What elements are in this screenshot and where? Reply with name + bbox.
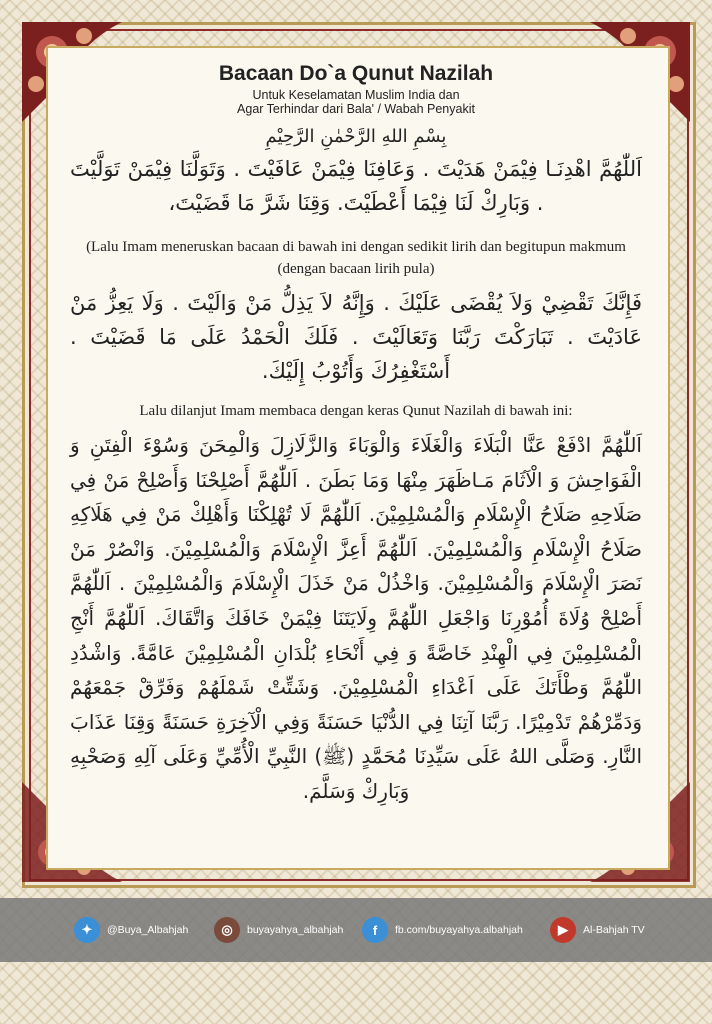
social-facebook-label: fb.com/buyayahya.albahjah	[395, 924, 523, 936]
social-footer	[0, 898, 712, 962]
page-title: Bacaan Do`a Qunut Nazilah	[218, 62, 494, 85]
arabic-paragraph-2: فَإِنَّكَ تَقْضِيْ وَلاَ يُقْضَى عَلَيْكَ . وَإِنَّهُ لاَ يَذِلُّ مَنْ وَالَيْتَ . وَلَا يَعِزُّ مَنْ عَادَيْتَ . تَبَارَكْتَ رَبَّنَا وَتَعَالَيْتَ . فَلَكَ الْحَمْدُ عَلَى مَا قَضَيْتَ . أَسْتَغْفِرُكَ وَأَتُوْبُ إِلَيْكَ.	[70, 291, 642, 383]
instruction-note-2: Lalu dilanjut Imam membaca dengan keras Qunut Nazilah di bawah ini:	[139, 403, 573, 419]
bismillah: بِسْمِ اللهِ الرَّحْمٰنِ الرَّحِيْمِ	[265, 126, 447, 147]
social-youtube[interactable]	[550, 916, 645, 944]
instruction-note-1: (Lalu Imam meneruskan bacaan di bawah ini dengan sedikit lirih dan begitupun makmum (dengan bacaan lirih pula)	[86, 239, 626, 277]
social-twitter-label: @Buya_Albahjah	[107, 924, 189, 936]
subtitle-line-1: Untuk Keselamatan Muslim India dan	[252, 88, 460, 102]
instagram-icon: ◎	[214, 917, 240, 943]
subtitle-line-2: Agar Terhindar dari Bala' / Wabah Penyakit	[237, 102, 475, 116]
social-instagram[interactable]	[214, 916, 343, 944]
social-youtube-label: Al-Bahjah TV	[583, 924, 645, 936]
arabic-paragraph-1: اَللّٰهُمَّ اهْدِنَـا فِيْمَنْ هَدَيْتَ . وَعَافِنَا فِيْمَنْ عَافَيْتَ . وَتَوَلَّنَا فِيْمَنْ تَوَلَّيْتَ . وَبَارِكْ لَنَا فِيْمَا أَعْطَيْتَ. وَقِنَا شَرَّ مَا قَضَيْتَ،	[70, 157, 642, 215]
social-facebook[interactable]	[362, 916, 523, 944]
social-twitter[interactable]	[74, 916, 188, 944]
facebook-icon: f	[362, 917, 388, 943]
page-subtitle	[150, 88, 562, 116]
youtube-icon: ▶	[550, 917, 576, 943]
social-instagram-label: buyayahya_albahjah	[247, 924, 344, 936]
twitter-icon: ✦	[74, 917, 100, 943]
arabic-paragraph-3: اَللّٰهُمَّ ادْفَعْ عَنَّا الْبَلَاءَ وَالْغَلَاءَ وَالْوَبَاءَ وَالزَّلَازِلَ وَالْمِحَنَ وَسُوْءَ الْفِتَنِ وَ الْفَوَاحِشَ وَ الْآثَامَ مَـاظَهَرَ مِنْهَا وَمَا بَطَنَ . اَللّٰهُمَّ أَصْلِحْنَا وَأَصْلِحْ مَنْ فِي صَلَاحِهِ صَلَاحُ الْإِسْلَامِ وَالْمُسْلِمِيْنَ. اَللّٰهُمَّ لَا تُهْلِكْنَا وَأَهْلِكْ مَنْ فِي هَلَاكِهِ صَلَاحُ الْإِسْلَامِ وَالْمُسْلِمِيْنَ. اَللّٰهُمَّ أَعِزَّ الْإِسْلَامَ وَالْمُسْلِمِيْنَ. وَانْصُرْ مَنْ نَصَرَ الْإِسْلَامَ وَالْمُسْلِمِيْنَ. وَاخْذُلْ مَنْ خَذَلَ الْإِسْلَامَ وَالْمُسْلِمِيْنَ . اَللّٰهُمَّ أَصْلِحْ وُلَاةَ أُمُوْرِنَا وَاجْعَلِ اللّٰهُمَّ وِلَايَتَنَا فِيْمَنْ خَافَكَ وَاتَّقَاكَ. اَللّٰهُمَّ أَنْجِ الْمُسْلِمِيْنَ فِي الْهِنْدِ خَاصَّةً وَ فِي أَنْحَاءِ بُلْدَانِ الْمُسْلِمِيْنَ عَامَّةً. وَاشْدُدِ اللّٰهُمَّ وَطْأَتَكَ عَلَى اَعْدَاءِ الْمُسْلِمِيْنَ. وَشَتِّتْ شَمْلَهُمْ وَفَرِّقْ جَمْعَهُمْ وَدَمِّرْهُمْ تَدْمِيْرًا. رَبَّنَا آتِنَا فِي الدُّنْيَا حَسَنَةً وَفِي الْآخِرَةِ حَسَنَةً وَقِنَا عَذَابَ النَّارِ. وَصَلَّى اللهُ عَلَى سَيِّدِنَا مُحَمَّدٍ (ﷺ) النَّبِيِّ الْأُمِّيِّ وَعَلَى آلِهِ وَصَحْبِهِ وَبَارِكْ وَسَلَّمَ.	[70, 433, 642, 803]
